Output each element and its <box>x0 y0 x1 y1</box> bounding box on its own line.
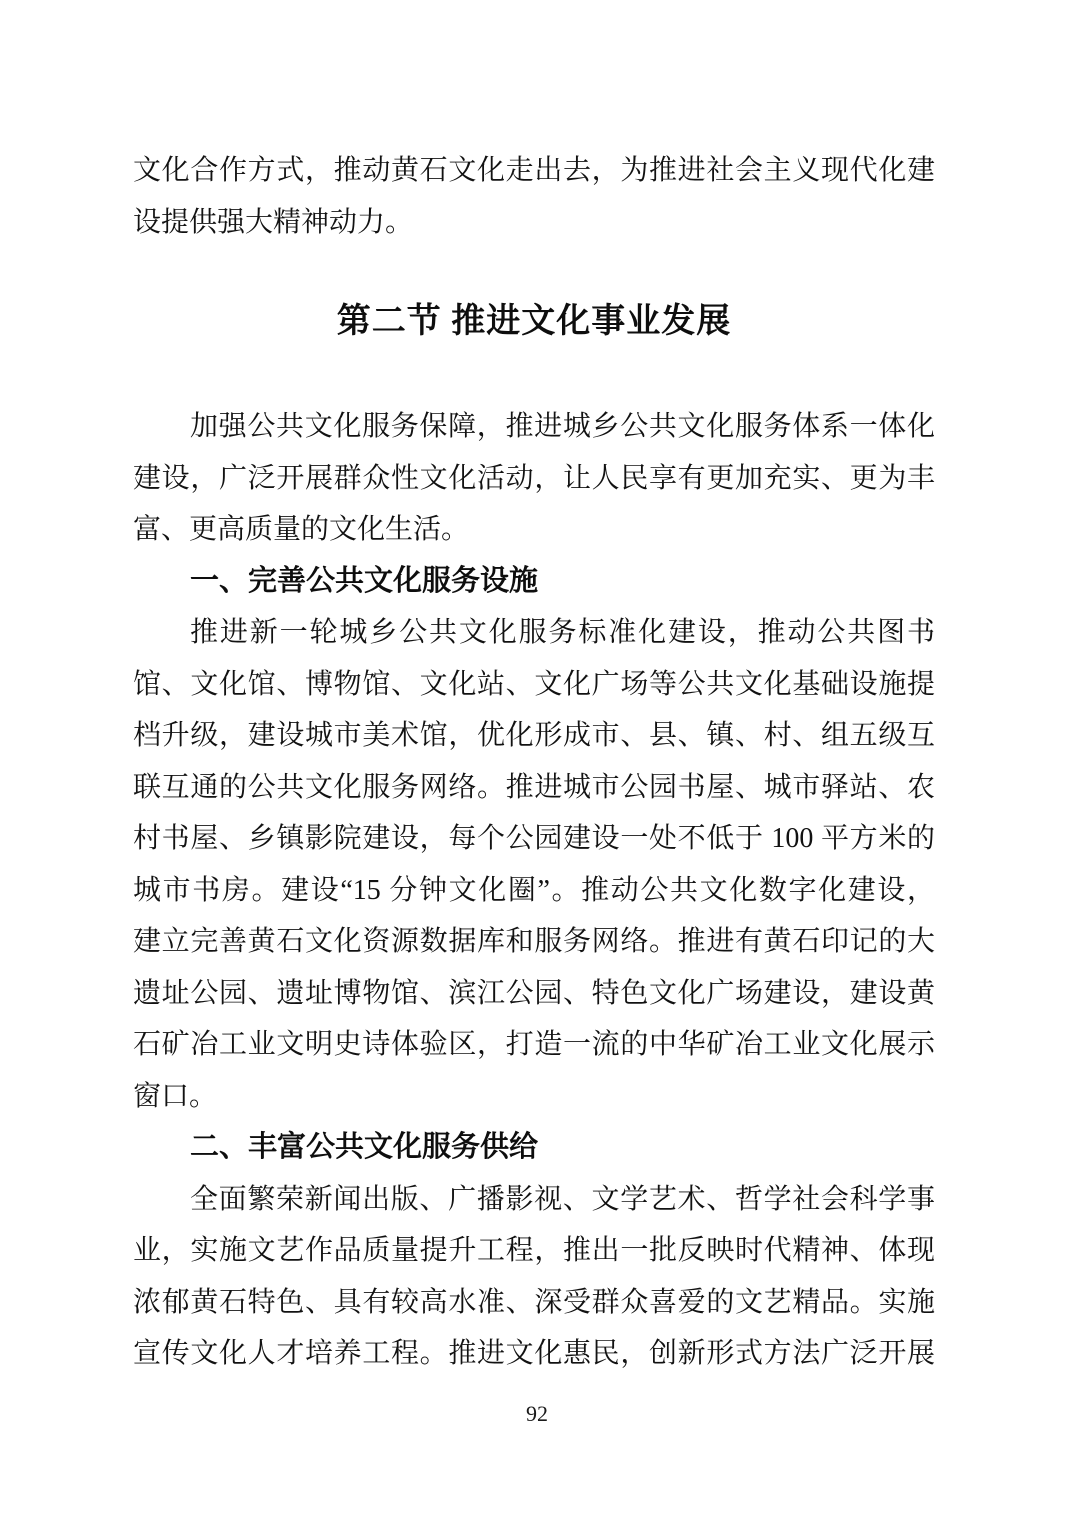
text-line: 石矿冶工业文明史诗体验区，打造一流的中华矿冶工业文化展示 <box>133 1029 935 1060</box>
document-content <box>133 145 935 1380</box>
text-line: 建设，广泛开展群众性文化活动，让人民享有更加充实、更为丰 <box>133 462 935 494</box>
text-line: 建立完善黄石文化资源数据库和服务网络。推进有黄石印记的大 <box>133 926 935 957</box>
text-line: 宣传文化人才培养工程。推进文化惠民，创新形式方法广泛开展 <box>133 1338 935 1369</box>
text-line: 推进新一轮城乡公共文化服务标准化建设，推动公共图书 <box>190 617 935 648</box>
section-subheading: 一、完善公共文化服务设施 <box>190 564 539 597</box>
text-line: 档升级，建设城市美术馆，优化形成市、县、镇、村、组五级互 <box>133 720 935 751</box>
section-subheading: 二、丰富公共文化服务供给 <box>190 1131 539 1163</box>
text-line: 村书屋、乡镇影院建设，每个公园建设一处不低于 100 平方米的 <box>133 823 935 854</box>
paragraph <box>133 1174 935 1380</box>
text-line: 富、更高质量的文化生活。 <box>133 514 470 545</box>
paragraph <box>133 607 935 1122</box>
text-line: 文化合作方式，推动黄石文化走出去，为推进社会主义现代化建 <box>133 155 935 186</box>
text-line: 馆、文化馆、博物馆、文化站、文化广场等公共文化基础设施提 <box>133 668 935 700</box>
page-number: 92 <box>526 1401 548 1426</box>
text-line: 遗址公园、遗址博物馆、滨江公园、特色文化广场建设，建设黄 <box>133 977 935 1009</box>
text-line: 全面繁荣新闻出版、广播影视、文学艺术、哲学社会科学事 <box>190 1183 935 1215</box>
text-line: 设提供强大精神动力。 <box>133 206 414 238</box>
paragraph <box>133 145 935 248</box>
text-line: 城市书房。建设“15 分钟文化圈”。推动公共文化数字化建设， <box>133 874 935 906</box>
paragraph <box>133 401 935 556</box>
text-line: 窗口。 <box>133 1080 218 1112</box>
text-line: 浓郁黄石特色、具有较高水准、深受群众喜爱的文艺精品。实施 <box>133 1286 935 1318</box>
text-line: 联互通的公共文化服务网络。推进城市公园书屋、城市驿站、农 <box>133 771 935 803</box>
chapter-heading: 第二节 推进文化事业发展 <box>336 303 732 340</box>
text-line: 加强公共文化服务保障，推进城乡公共文化服务体系一体化 <box>190 411 935 442</box>
text-line: 业，实施文艺作品质量提升工程，推出一批反映时代精神、体现 <box>133 1235 935 1266</box>
